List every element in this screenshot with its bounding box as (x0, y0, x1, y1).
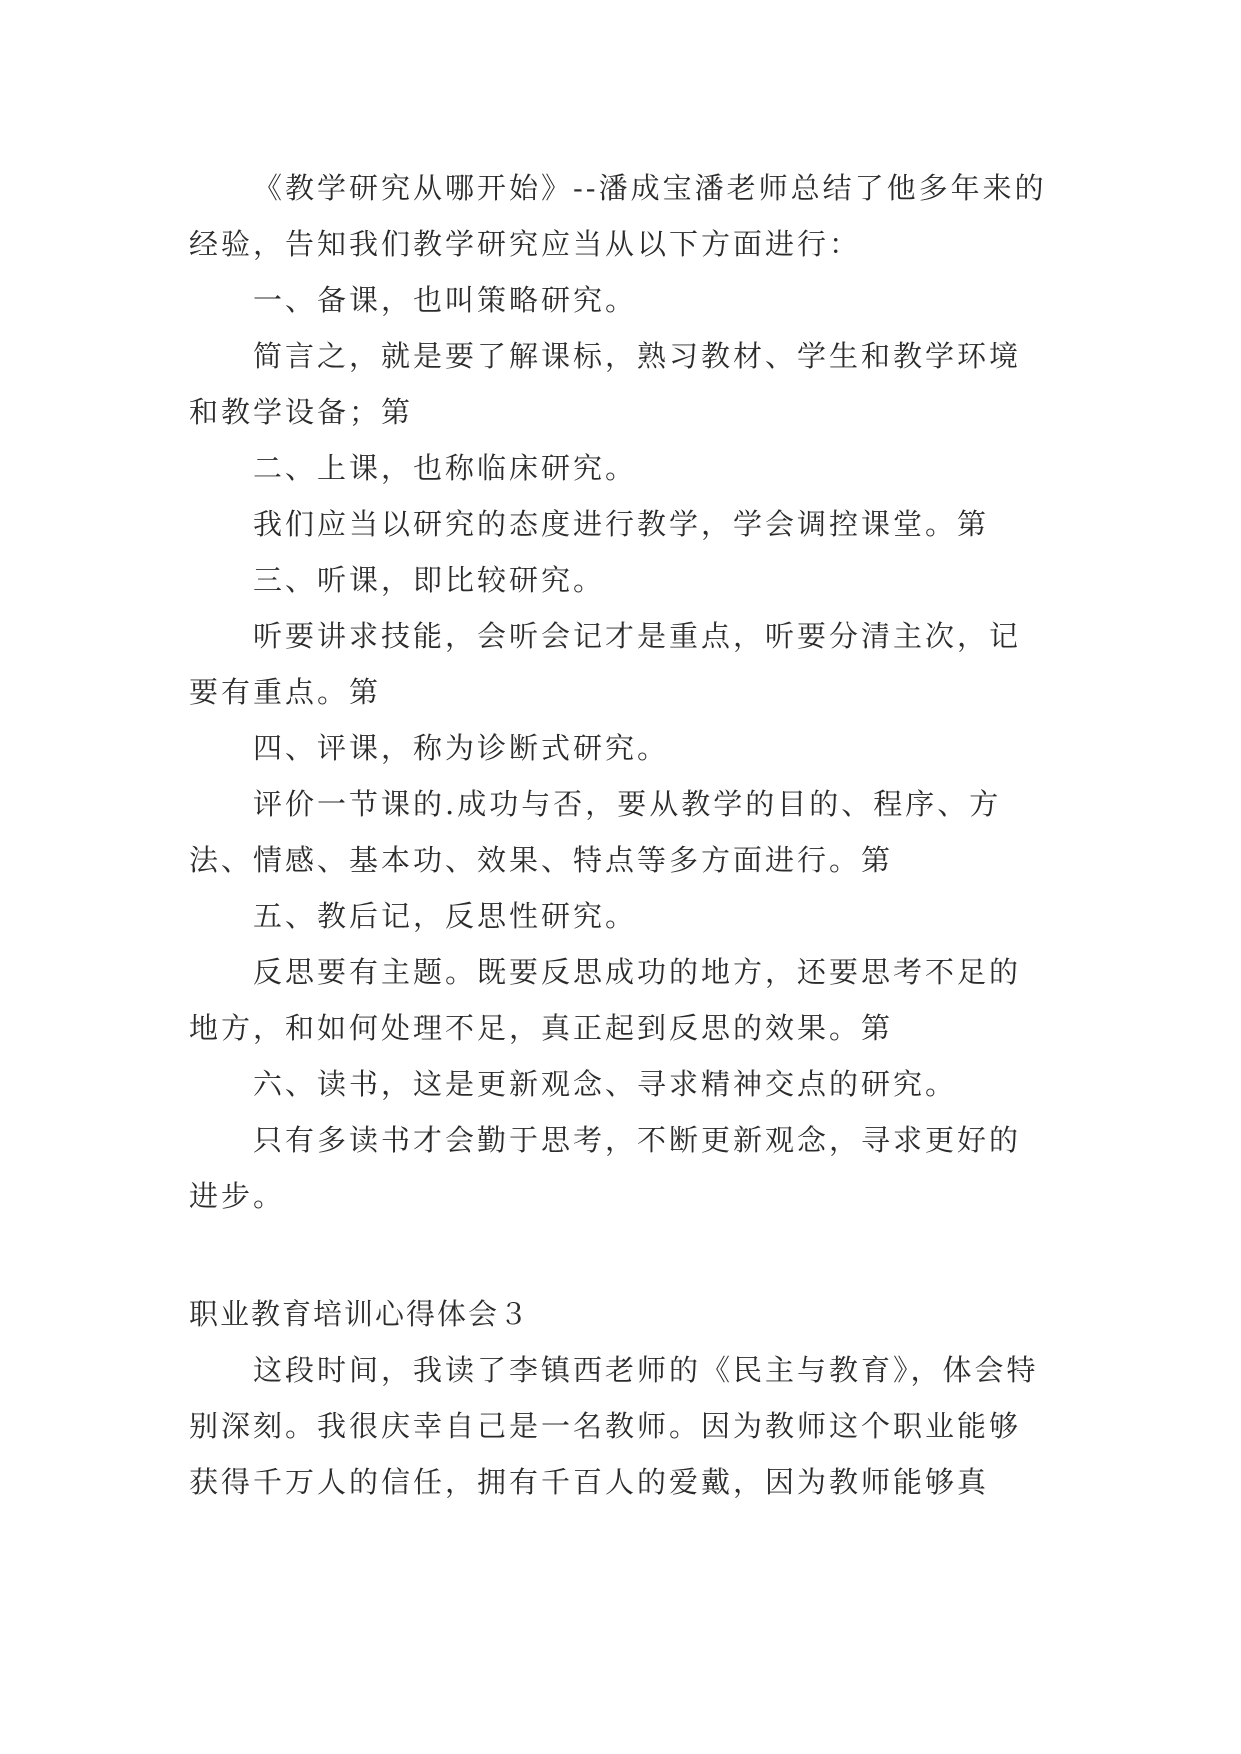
list-item-heading: 四、评课，称为诊断式研究。 (253, 731, 670, 765)
paragraph: 评价一节课的.成功与否，要从教学的目的、程序、方法、情感、基本功、效果、特点等多方面进行。第 (189, 787, 1002, 877)
list-item-heading: 一、备课，也叫策略研究。 (253, 283, 638, 317)
list-item-heading: 三、听课，即比较研究。 (253, 563, 606, 597)
section-gap (189, 1224, 1051, 1286)
section-heading: 职业教育培训心得体会３ (189, 1297, 531, 1331)
list-item-heading: 六、读书，这是更新观念、寻求精神交点的研究。 (253, 1067, 958, 1101)
paragraph: 我们应当以研究的态度进行教学，学会调控课堂。第 (253, 507, 990, 541)
paragraph: 简言之，就是要了解课标，熟习教材、学生和教学环境和教学设备；第 (189, 339, 1022, 429)
list-item-heading: 五、教后记，反思性研究。 (253, 899, 638, 933)
paragraph: 《教学研究从哪开始》--潘成宝潘老师总结了他多年来的经验，告知我们教学研究应当从以下方面进行： (189, 171, 1047, 261)
list-item-heading: 二、上课，也称临床研究。 (253, 451, 638, 485)
document-body (189, 160, 1051, 1510)
paragraph: 反思要有主题。既要反思成功的地方，还要思考不足的地方，和如何处理不足，真正起到反思的效果。第 (189, 955, 1022, 1045)
paragraph: 只有多读书才会勤于思考，不断更新观念，寻求更好的进步。 (189, 1123, 1022, 1213)
paragraph: 这段时间，我读了李镇西老师的《民主与教育》，体会特别深刻。我很庆幸自己是一名教师。因为教师这个职业能够获得千万人的信任，拥有千百人的爱戴，因为教师能够真 (189, 1353, 1039, 1499)
paragraph: 听要讲求技能，会听会记才是重点，听要分清主次，记要有重点。第 (189, 619, 1022, 709)
